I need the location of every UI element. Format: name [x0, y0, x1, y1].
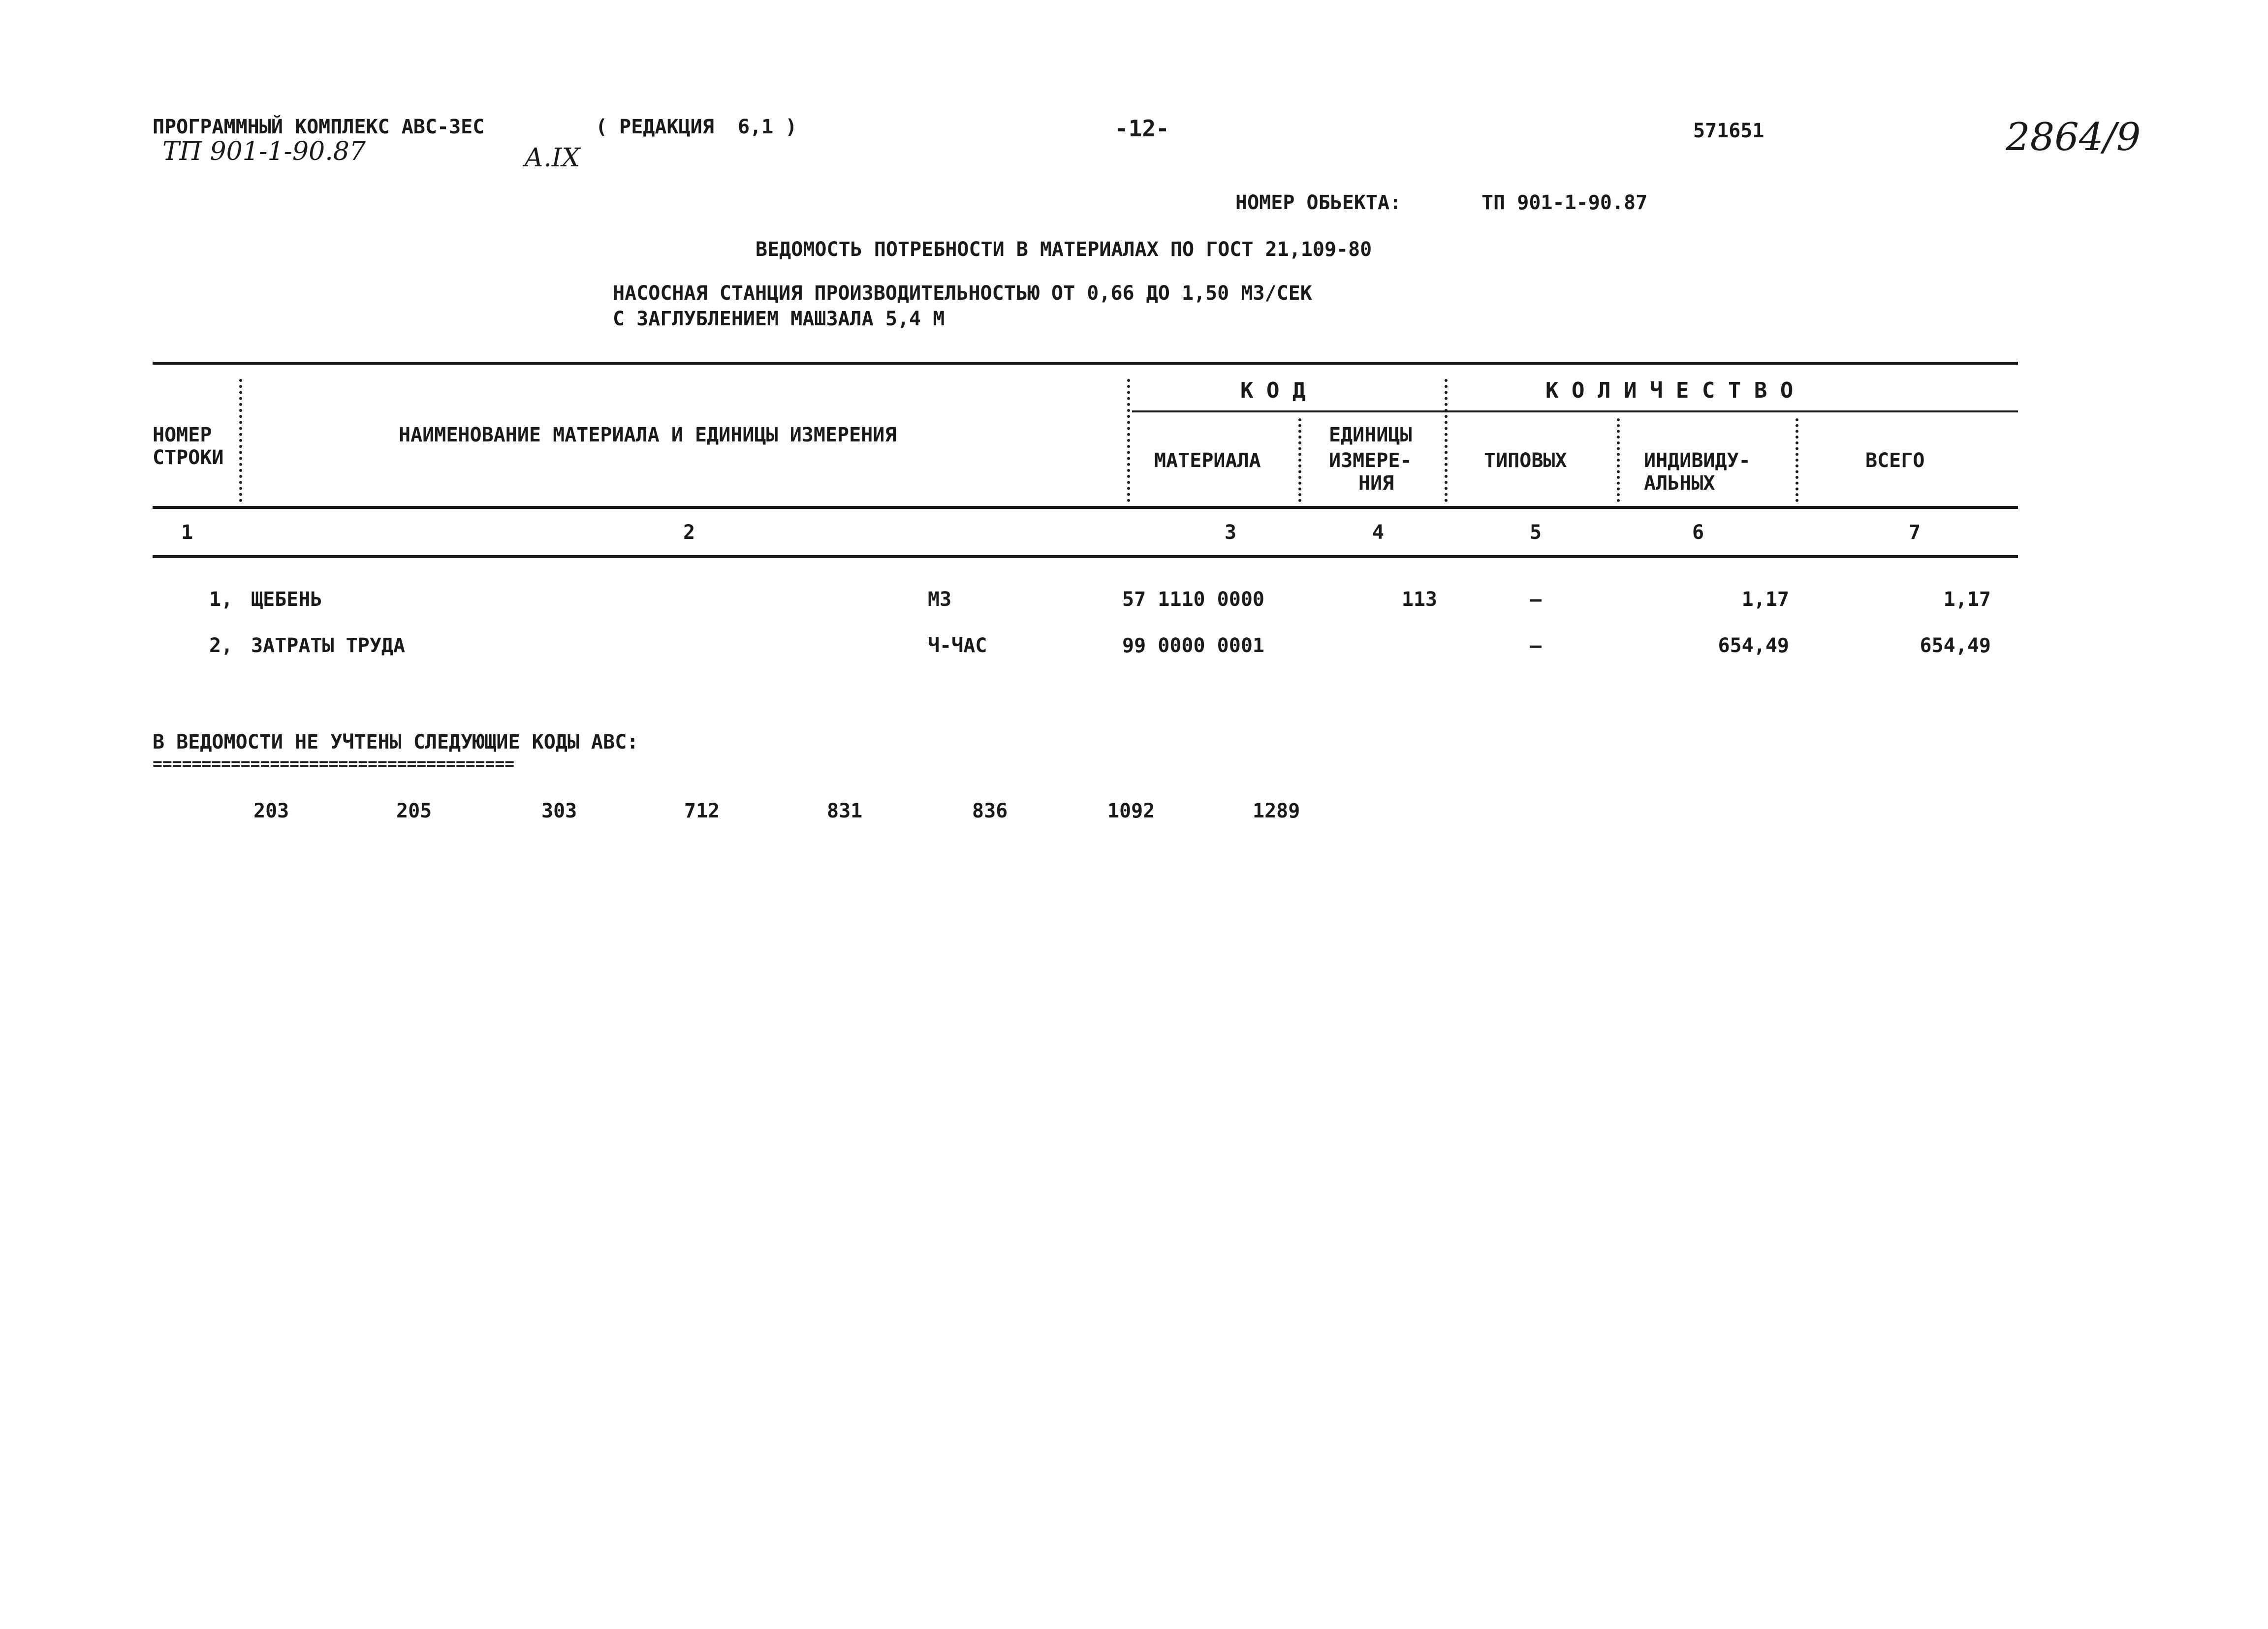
column-numbers-rule — [153, 555, 2018, 558]
edition-label: ( РЕДАКЦИЯ 6,1 ) — [596, 116, 797, 138]
row-number: 1, — [209, 588, 233, 611]
column-separator — [1445, 379, 1450, 502]
typical-quantity: — — [1529, 588, 1542, 611]
header-total: ВСЕГО — [1865, 449, 1925, 472]
missing-code: 831 — [827, 800, 863, 822]
column-number: 1 — [181, 521, 193, 544]
material-code: 99 0000 0001 — [1122, 634, 1264, 657]
header-typical: ТИПОВЫХ — [1484, 449, 1567, 472]
header-unit-code-2: ИЗМЕРЕ- — [1329, 449, 1412, 472]
note-underline: ===================================== — [153, 754, 515, 773]
handwritten-project-number: ТП 901-1-90.87 — [162, 137, 366, 166]
group-divider-rule — [1132, 410, 2018, 412]
object-number-label: НОМЕР ОБЬЕКТА: — [1235, 191, 1402, 214]
document-title: ВЕДОМОСТЬ ПОТРЕБНОСТИ В МАТЕРИАЛАХ ПО ГОСТ 21,109-80 — [756, 238, 1372, 261]
total-quantity: 1,17 — [1943, 588, 1991, 611]
header-unit-code-3: НИЯ — [1358, 472, 1394, 495]
row-number: 2, — [209, 634, 233, 657]
header-row-number-2: СТРОКИ — [153, 446, 224, 469]
missing-codes-note: В ВЕДОМОСТИ НЕ УЧТЕНЫ СЛЕДУЮЩИЕ КОДЫ АВС: — [153, 731, 639, 753]
missing-code: 303 — [541, 800, 577, 822]
unit-of-measure: Ч-ЧАС — [928, 634, 987, 657]
handwritten-album-number: А.IX — [524, 143, 580, 173]
column-separator — [1796, 418, 1801, 502]
missing-code: 205 — [396, 800, 432, 822]
column-separator — [1617, 418, 1623, 502]
column-separator — [1127, 379, 1133, 502]
column-number: 7 — [1908, 521, 1921, 544]
document-code: 571651 — [1693, 120, 1764, 142]
page-number: -12- — [1115, 115, 1169, 142]
material-code: 57 1110 0000 — [1122, 588, 1264, 611]
missing-code: 1092 — [1107, 800, 1155, 822]
column-number: 6 — [1692, 521, 1704, 544]
subtitle-line-1: НАСОСНАЯ СТАНЦИЯ ПРОИЗВОДИТЕЛЬНОСТЬЮ ОТ 0,66 ДО 1,50 М3/СЕК — [613, 282, 1312, 305]
header-bottom-rule — [153, 506, 2018, 509]
header-material-name: НАИМЕНОВАНИЕ МАТЕРИАЛА И ЕДИНИЦЫ ИЗМЕРЕНИЯ — [399, 424, 897, 446]
total-quantity: 654,49 — [1920, 634, 1991, 657]
material-name: ЗАТРАТЫ ТРУДА — [251, 634, 406, 657]
header-individual-1: ИНДИВИДУ- — [1644, 449, 1751, 472]
column-separator — [1298, 418, 1304, 502]
subtitle-line-2: С ЗАГЛУБЛЕНИЕМ МАШЗАЛА 5,4 М — [613, 308, 945, 330]
missing-code: 203 — [253, 800, 289, 822]
program-name: ПРОГРАММНЫЙ КОМПЛЕКС АВС-3ЕС — [153, 116, 485, 138]
column-number: 3 — [1224, 521, 1237, 544]
missing-code: 1289 — [1253, 800, 1300, 822]
missing-code: 836 — [972, 800, 1008, 822]
typical-quantity: — — [1529, 634, 1542, 657]
missing-code: 712 — [684, 800, 720, 822]
header-quantity-group: К О Л И Ч Е С Т В О — [1545, 378, 1794, 403]
column-number: 5 — [1529, 521, 1542, 544]
header-row-number: НОМЕР — [153, 424, 212, 446]
handwritten-sheet-number: 2864/9 — [2006, 115, 2141, 159]
column-separator — [239, 379, 245, 502]
column-number: 2 — [683, 521, 695, 544]
material-name: ЩЕБЕНЬ — [251, 588, 322, 611]
unit-of-measure: М3 — [928, 588, 952, 611]
header-code-group: К О Д — [1240, 378, 1306, 403]
individual-quantity: 654,49 — [1718, 634, 1789, 657]
header-unit-code-1: ЕДИНИЦЫ — [1329, 424, 1412, 446]
header-material-code: МАТЕРИАЛА — [1154, 449, 1261, 472]
column-number: 4 — [1372, 521, 1385, 544]
unit-code: 113 — [1401, 588, 1437, 611]
header-individual-2: АЛЬНЫХ — [1644, 472, 1715, 495]
table-top-rule — [153, 362, 2018, 365]
object-number-value: ТП 901-1-90.87 — [1481, 191, 1648, 214]
individual-quantity: 1,17 — [1741, 588, 1789, 611]
